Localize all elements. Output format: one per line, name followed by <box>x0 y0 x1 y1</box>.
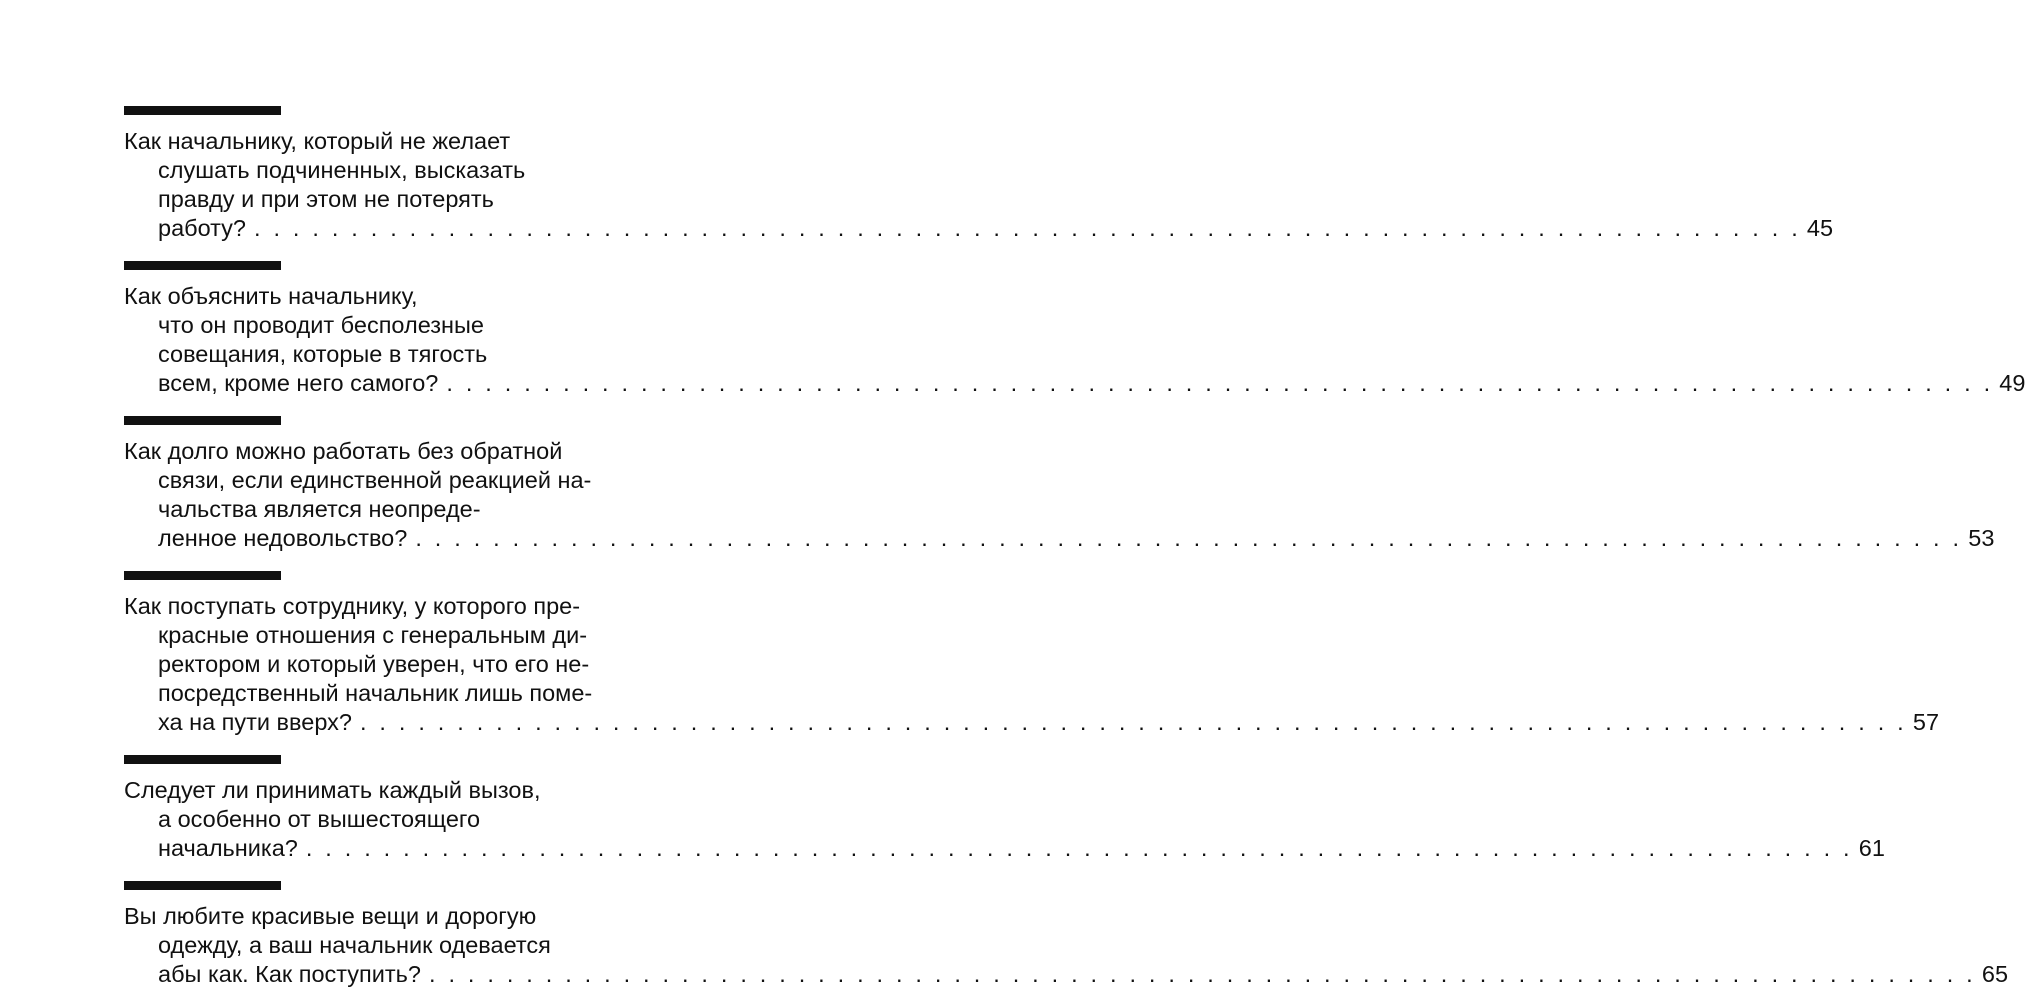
entry-title-line: Следует ли принимать каждый вызов, <box>124 777 541 803</box>
dot-leader: . . . . . . . . . . . . . . . . . . . . . . . . . . . . . . . . . . . . . . . . . . . . . . . . . . . . . . . . . . . . . . . . . . . . . . . . . . . . . . . . <box>415 525 1963 551</box>
entry-title-line: начальника? <box>158 835 298 861</box>
section-bar <box>124 571 281 580</box>
toc-entry <box>124 261 2025 398</box>
entry-title-line: Как поступать сотруднику, у которого пре- <box>124 593 581 619</box>
entry-title-line: посредственный начальник лишь поме- <box>158 680 593 706</box>
entry-title-line: Как начальнику, который не желает <box>124 128 511 154</box>
toc-entry <box>124 881 2009 989</box>
entry-title-line: что он проводит бесполезные <box>158 312 484 338</box>
entry-title-line: связи, если единственной реакцией на- <box>158 467 592 493</box>
entry-title-line: Вы любите красивые вещи и дорогую <box>124 903 537 929</box>
toc-entry <box>124 416 1995 553</box>
toc-entry <box>124 571 1940 737</box>
page-number: 49 <box>1999 370 2025 396</box>
section-bar <box>124 881 281 890</box>
entry-title-line: а особенно от вышестоящего <box>158 806 481 832</box>
entry-last-line <box>124 524 1995 553</box>
page-number: 53 <box>1968 525 1995 551</box>
page-number: 65 <box>1981 961 2009 987</box>
entry-title-line: совещания, которые в тягость <box>158 341 488 367</box>
page-number: 61 <box>1858 835 1885 861</box>
dot-leader: . . . . . . . . . . . . . . . . . . . . . . . . . . . . . . . . . . . . . . . . . . . . . . . . . . . . . . . . . . . . . . . . . . . . . . . . . . . . . . . . <box>305 835 1853 861</box>
toc-entry <box>124 106 1834 243</box>
entry-title-line: чальства является неопреде- <box>158 496 481 522</box>
table-of-contents <box>124 106 2025 1007</box>
entry-last-line <box>124 960 2009 989</box>
page-number: 45 <box>1806 215 1834 241</box>
entry-title-line: ректором и который уверен, что его не- <box>158 651 590 677</box>
dot-leader: . . . . . . . . . . . . . . . . . . . . . . . . . . . . . . . . . . . . . . . . . . . . . . . . . . . . . . . . . . . . . . . . . . . . . . . . . . . . . . . . <box>446 370 1994 396</box>
entry-title-line: всем, кроме него самого? <box>158 370 439 396</box>
entry-title-line: красные отношения с генеральным ди- <box>158 622 588 648</box>
entry-title-line: одежду, а ваш начальник одевается <box>158 932 551 958</box>
page-number: 57 <box>1912 709 1940 735</box>
entry-last-line <box>124 214 1834 243</box>
entry-title-line: работу? <box>158 215 246 241</box>
section-bar <box>124 755 281 764</box>
entry-title-line: ха на пути вверх? <box>158 709 352 735</box>
dot-leader: . . . . . . . . . . . . . . . . . . . . . . . . . . . . . . . . . . . . . . . . . . . . . . . . . . . . . . . . . . . . . . . . . . . . . . . . . . . . . . . . <box>254 215 1801 241</box>
dot-leader: . . . . . . . . . . . . . . . . . . . . . . . . . . . . . . . . . . . . . . . . . . . . . . . . . . . . . . . . . . . . . . . . . . . . . . . . . . . . . . . . <box>359 709 1907 735</box>
section-bar <box>124 106 281 115</box>
entry-last-line <box>124 708 1940 737</box>
entry-title-line: слушать подчиненных, высказать <box>158 157 526 183</box>
entry-title-line: Как объяснить начальнику, <box>124 283 418 309</box>
section-bar <box>124 261 281 270</box>
toc-entry <box>124 755 1885 863</box>
entry-title-line: правду и при этом не потерять <box>158 186 494 212</box>
entry-last-line <box>124 369 2025 398</box>
section-bar <box>124 416 281 425</box>
entry-title-line: ленное недовольство? <box>158 525 408 551</box>
entry-title-line: Как долго можно работать без обратной <box>124 438 563 464</box>
entry-title-line: абы как. Как поступить? <box>158 961 421 987</box>
dot-leader: . . . . . . . . . . . . . . . . . . . . . . . . . . . . . . . . . . . . . . . . . . . . . . . . . . . . . . . . . . . . . . . . . . . . . . . . . . . . . . . . <box>428 961 1976 987</box>
entry-last-line <box>124 834 1885 863</box>
